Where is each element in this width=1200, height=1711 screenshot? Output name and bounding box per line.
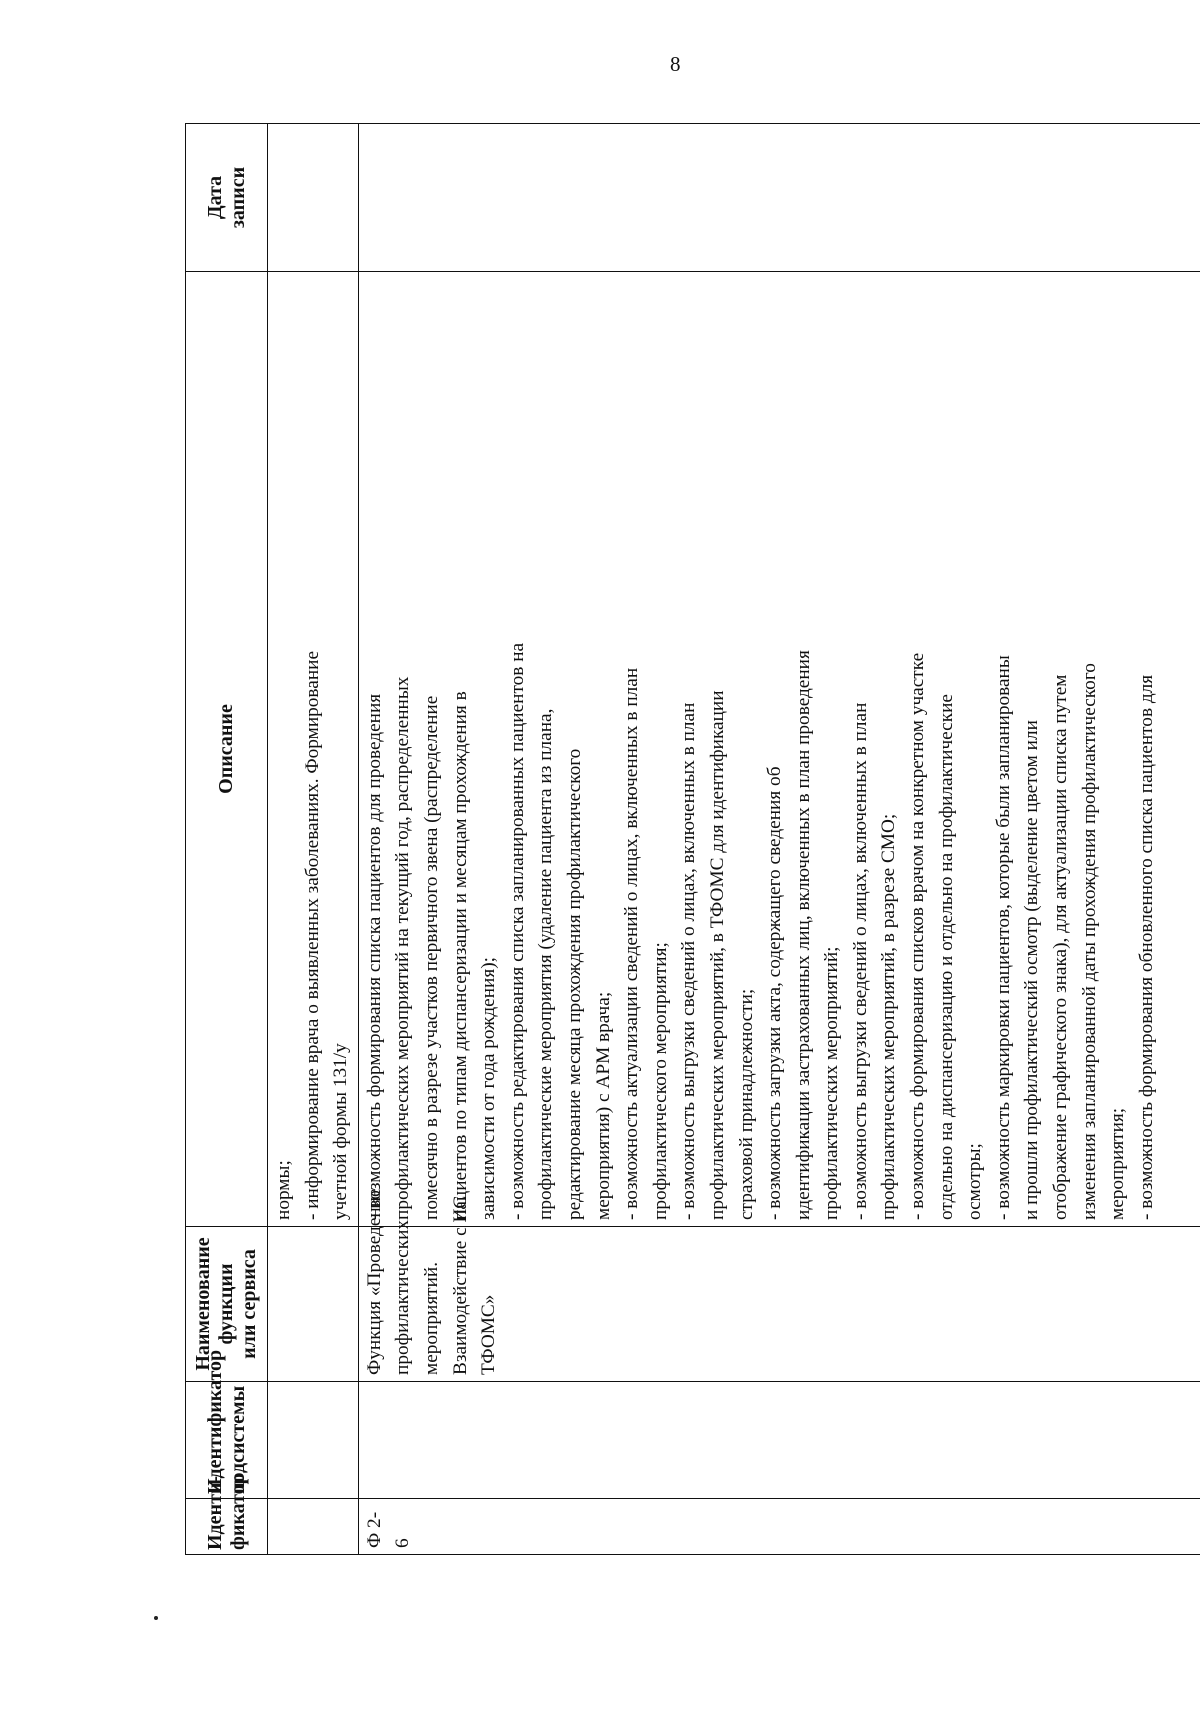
cell-description <box>358 272 1200 1227</box>
text-line: мероприятий. <box>420 1261 442 1375</box>
text-line: отображение графического знака), для актуализации списка путем <box>1050 674 1072 1220</box>
text-line: - возможность актуализации сведений о лицах, включенных в план <box>621 667 643 1220</box>
text-line: ТФОМС» <box>478 1294 500 1375</box>
header-description-text: Описание <box>215 704 237 794</box>
table-header-row <box>186 124 268 1555</box>
cell-function <box>358 1188 1200 1382</box>
text-line: нормы; <box>273 1160 294 1220</box>
text-line: Взаимодействие с ИС <box>449 1195 471 1375</box>
header-subsystem-text: Идентификатор подсистемы <box>203 1349 249 1494</box>
header-subsystem <box>186 1349 268 1499</box>
text-line: осмотры; <box>964 1143 986 1220</box>
text-line: пациентов по типам диспансеризации и месяцам прохождения в <box>449 691 471 1220</box>
page-number: 8 <box>670 52 681 76</box>
text-line: - возможность формирования списка пациентов для проведения <box>363 693 385 1220</box>
text-line: мероприятия; <box>1107 1107 1129 1220</box>
text-line: - возможность формирования обновленного списка пациентов для <box>1135 674 1157 1220</box>
text-line: профилактических мероприятий; <box>821 946 843 1220</box>
text-line: редактирование месяца прохождения профилактического <box>563 748 585 1220</box>
header-date-text: Дата записи <box>203 166 249 229</box>
text-line: профилактических мероприятий, в разрезе СМО; <box>878 813 900 1220</box>
cell-description <box>268 272 359 1227</box>
text-line: зависимости от года рождения); <box>478 956 500 1220</box>
cell-identifier: Ф 2-6 <box>358 1499 1200 1555</box>
text-line: учетной формы 131/у <box>330 1043 352 1220</box>
text-line: - возможность маркировки пациентов, которые были запланированы <box>992 655 1014 1220</box>
text-line: профилактические мероприятия (удаление пациента из плана, <box>535 708 557 1220</box>
text-line: - информирование врача о выявленных заболеваниях. Формирование <box>301 650 323 1220</box>
cell-subsystem <box>268 1382 359 1499</box>
rotated-table-container <box>185 124 1200 1555</box>
text-line: - возможность выгрузки сведений о лицах, включенных в план <box>678 702 700 1220</box>
text-line: Функция «Проведение <box>363 1188 385 1375</box>
text-line: и прошли профилактический осмотр (выделение цветом или <box>1021 720 1043 1220</box>
text-line: помесячно в разрезе участков первичного звена (распределение <box>420 695 442 1220</box>
text-line: профилактических мероприятий, в ТФОМС для идентификации <box>706 690 728 1220</box>
header-identifier-text: Иденти- фикатор <box>203 1473 249 1550</box>
cell-function <box>268 1227 359 1382</box>
table-row <box>358 124 1200 1555</box>
text-line: - возможность загрузки акта, содержащего сведения об <box>764 766 786 1220</box>
cell-subsystem <box>358 1382 1200 1499</box>
text-line: мероприятия) с АРМ врача; <box>592 991 614 1220</box>
header-function <box>186 1227 268 1382</box>
text-line: профилактических мероприятий на текущий год, распределенных <box>392 676 414 1220</box>
text-line: страховой принадлежности; <box>735 988 757 1220</box>
text-line: профилактических <box>392 1219 414 1375</box>
text-line: - возможность выгрузки сведений о лицах, включенных в план <box>849 702 871 1220</box>
text-line: профилактического мероприятия; <box>649 942 671 1220</box>
cell-identifier <box>268 1499 359 1555</box>
text-line: - возможность редактирования списка запланированных пациентов на <box>506 642 528 1220</box>
header-description <box>186 272 268 1227</box>
table-row <box>268 124 359 1555</box>
scan-dot <box>154 1616 158 1620</box>
cell-date <box>358 124 1200 272</box>
text-line: отдельно на диспансеризацию и отдельно на профилактические <box>935 694 957 1220</box>
text-line: - возможность формирования списков врачом на конкретном участке <box>907 652 929 1220</box>
text-line: идентификации застрахованных лиц, включенных в план проведения <box>792 650 814 1220</box>
cell-date <box>268 124 359 272</box>
text-line: изменения запланированной даты прохождения профилактического <box>1078 663 1100 1220</box>
header-date <box>186 124 268 272</box>
functions-table <box>185 123 1200 1555</box>
header-function-text: Наименование функции или сервиса <box>192 1237 260 1371</box>
header-identifier <box>186 1473 268 1555</box>
